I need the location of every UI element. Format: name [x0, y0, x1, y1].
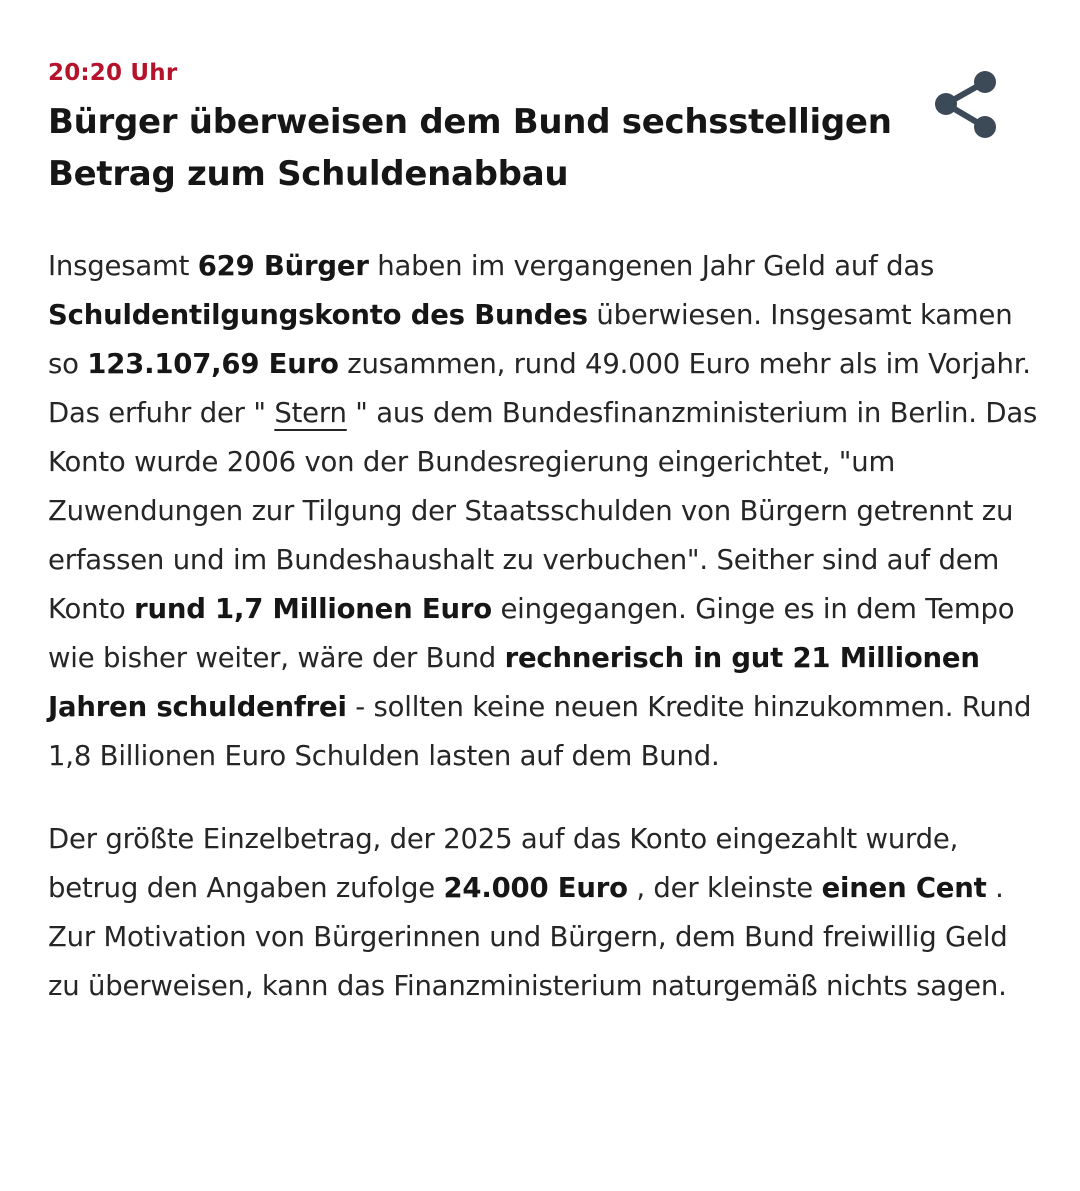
bold-segment: einen Cent — [821, 872, 987, 904]
text-segment: zusammen, rund 49.000 Euro mehr als im Vorjahr. Das erfuhr der " — [48, 348, 1031, 429]
article-body — [48, 242, 1040, 1011]
bold-segment: rechnerisch in gut 21 Millionen Jahren schuldenfrei — [48, 642, 980, 723]
text-segment: eingegangen. Ginge es in dem Tempo wie bisher weiter, wäre der Bund — [48, 593, 1015, 674]
text-segment: " aus dem Bundesfinanzministerium in Berlin. Das Konto wurde 2006 von der Bundesregierung eingerichtet, "um Zuwendungen zur Tilgung der Staatsschulden von Bürgern getrennt zu erfassen und im Bundeshaushalt zu verbuchen". Seither sind auf dem Konto — [48, 397, 1038, 625]
text-segment: Der größte Einzelbetrag, der 2025 auf das Konto eingezahlt wurde, betrug den Angaben zufolge — [48, 823, 959, 904]
paragraph-1 — [48, 242, 1040, 781]
title-line-2: Betrag zum Schuldenabbau — [48, 154, 569, 194]
paragraph-2 — [48, 815, 1040, 1011]
text-segment: , der kleinste — [627, 872, 822, 904]
bold-segment: 629 Bürger — [197, 250, 369, 282]
article-title — [48, 96, 908, 200]
share-icon — [932, 70, 1000, 140]
text-segment: - sollten keine neuen Kredite hinzukommen. Rund 1,8 Billionen Euro Schulden lasten auf dem Bund. — [48, 691, 1032, 772]
text-segment: überwiesen. Insgesamt kamen so — [48, 299, 1013, 380]
title-line-1: Bürger überweisen dem Bund sechsstelligen — [48, 102, 892, 142]
bold-segment: rund 1,7 Millionen Euro — [134, 593, 492, 625]
bold-segment: 123.107,69 Euro — [87, 348, 339, 380]
text-segment: Insgesamt — [48, 250, 198, 282]
bold-segment: 24.000 Euro — [443, 872, 628, 904]
timestamp: 20:20 Uhr — [48, 60, 178, 86]
stern-link[interactable]: Stern — [274, 397, 347, 429]
text-segment: haben im vergangenen Jahr Geld auf das — [368, 250, 935, 282]
share-button[interactable] — [932, 70, 1000, 140]
text-segment: . Zur Motivation von Bürgerinnen und Bürgern, dem Bund freiwillig Geld zu überweisen, kann das Finanzministerium naturgemäß nichts sagen. — [48, 872, 1008, 1002]
bold-segment: Schuldentilgungskonto des Bundes — [48, 299, 588, 331]
